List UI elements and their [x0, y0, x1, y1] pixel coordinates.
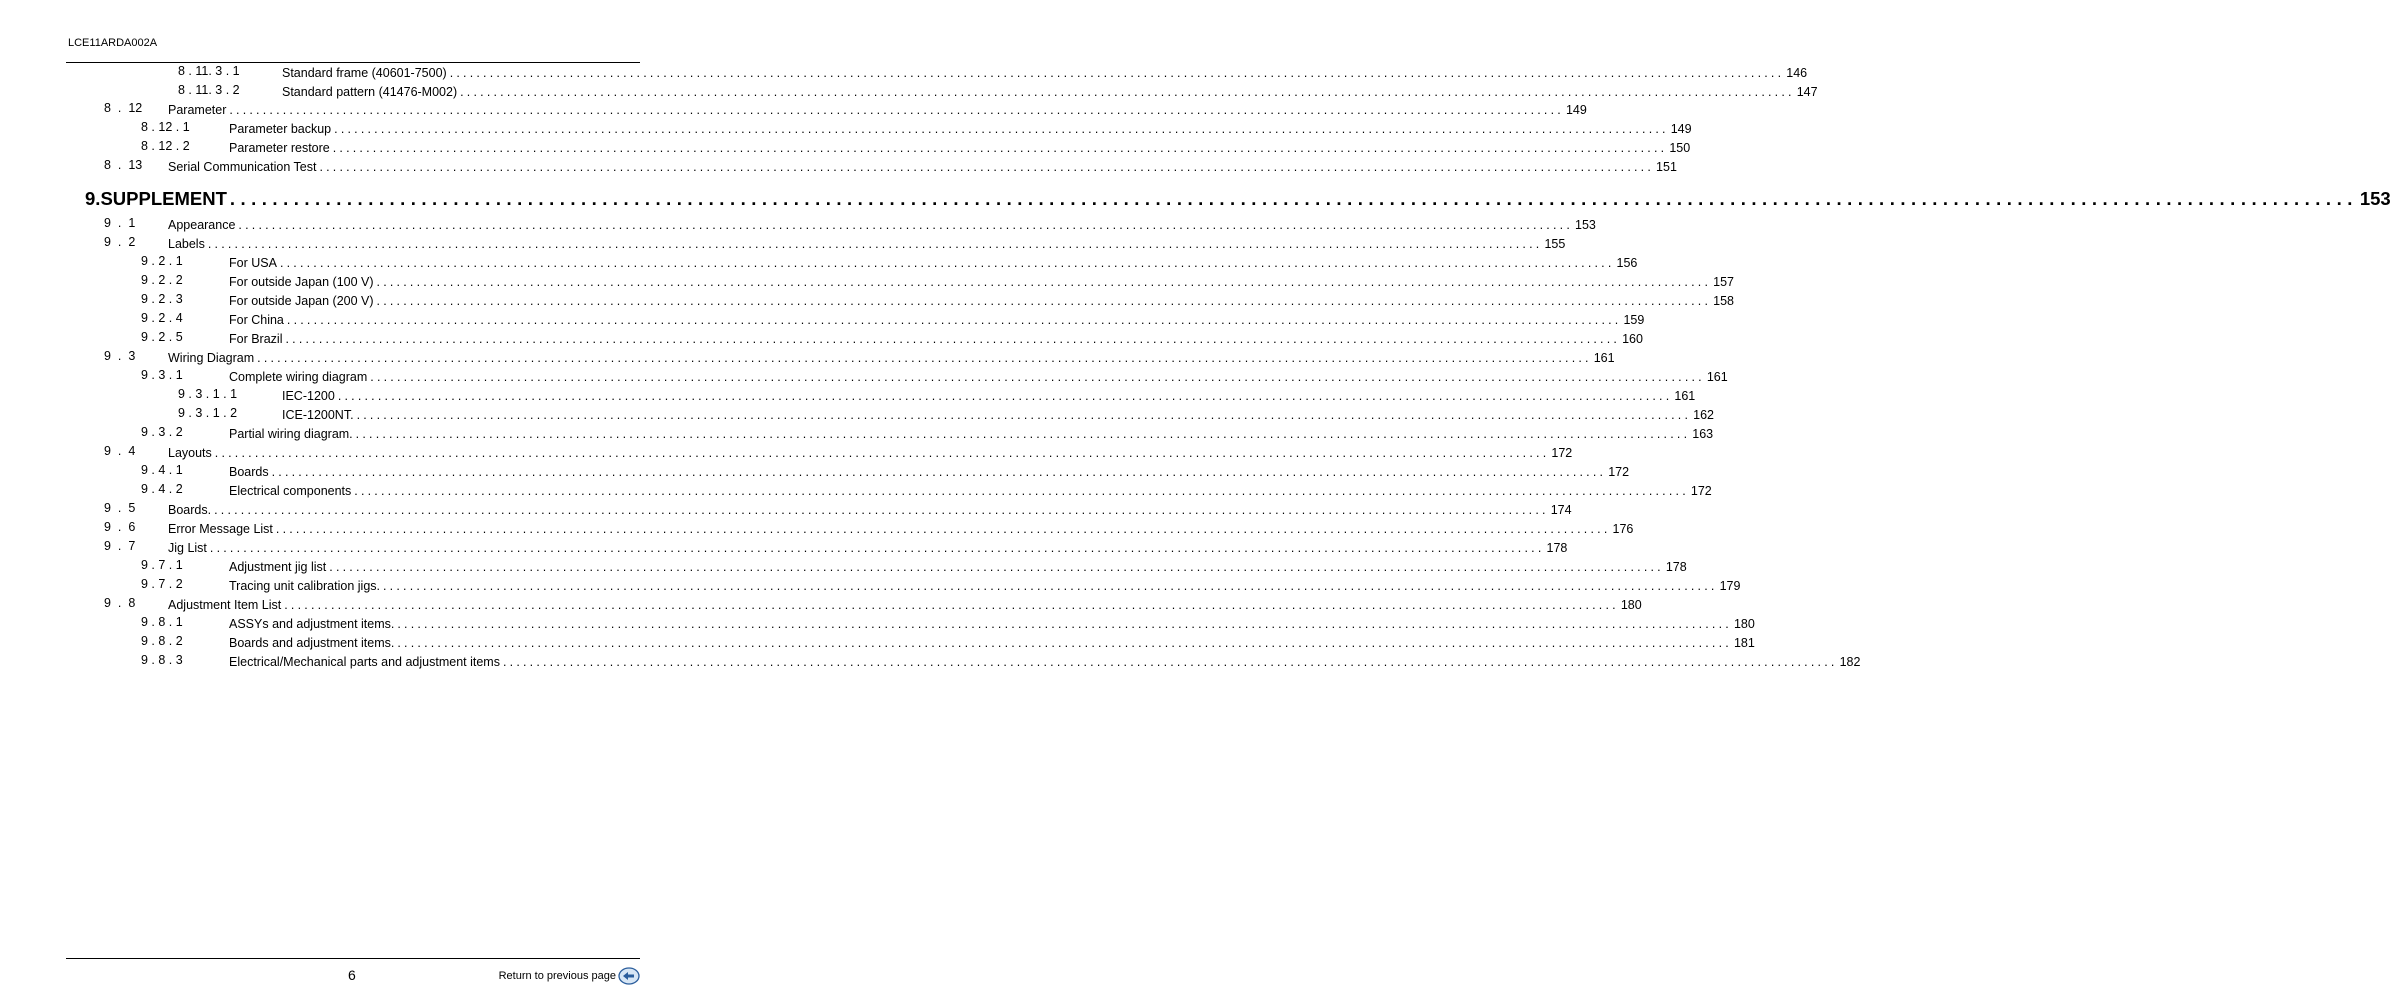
toc-page-number: 149: [1565, 103, 1587, 117]
toc-section-number: 9 . 4 . 2: [141, 482, 183, 496]
toc-page-number: 181: [1733, 636, 1755, 650]
toc-entry-title: Jig List: [168, 541, 207, 555]
toc-page-number: 161: [1593, 351, 1615, 365]
toc-entry[interactable]: [168, 232, 1566, 251]
toc-page-number: 147: [1796, 85, 1818, 99]
toc-entry-title: Electrical/Mechanical parts and adjustment items: [229, 655, 500, 669]
toc-entry[interactable]: [229, 460, 1630, 479]
toc-section-number: 8 . 12 . 1: [141, 120, 190, 134]
toc-entry-title: Labels: [168, 237, 205, 251]
dot-leader: ........................................................................................................................................................................................................: [334, 122, 1669, 136]
toc-page-number: 176: [1612, 522, 1634, 536]
toc-entry-title: For outside Japan (200 V): [229, 294, 374, 308]
toc-page-number: 161: [1674, 389, 1696, 403]
toc-section-number: 9 . 5: [104, 501, 136, 515]
toc-entry-title: Layouts: [168, 446, 212, 460]
toc-entry[interactable]: [229, 479, 1712, 498]
dot-leader: ........................................................................................................................................................................................................: [449, 66, 1785, 80]
dot-leader: ........................................................................................................................................................................................................: [397, 636, 1732, 650]
toc-section-number: 9 . 4 . 1: [141, 463, 183, 477]
dot-leader: ........................................................................................................................................................................................................: [209, 541, 1545, 555]
toc-entry[interactable]: [229, 308, 1645, 327]
toc-section-number: 9 . 7 . 2: [141, 577, 183, 591]
toc-section-number: 9 . 3: [104, 349, 136, 363]
dot-leader: ........................................................................................................................................................................................................: [356, 408, 1692, 422]
toc-page-number: 160: [1622, 332, 1643, 346]
toc-section-number: 8 . 12 . 2: [141, 139, 190, 153]
toc-page-number: 172: [1690, 484, 1712, 498]
return-to-previous-page-link[interactable]: [499, 967, 640, 985]
toc-page-number: 146: [1786, 66, 1808, 80]
toc-chapter-title: SUPPLEMENT: [100, 188, 227, 209]
dot-leader: ........................................................................................................................................................................................................: [229, 188, 2358, 209]
toc-entry[interactable]: [229, 289, 1734, 308]
dot-leader: ........................................................................................................................................................................................................: [332, 141, 1668, 155]
toc-entry[interactable]: [282, 384, 1696, 403]
toc-entry-title: Serial Communication Test: [168, 160, 317, 174]
dot-leader: ........................................................................................................................................................................................................: [460, 85, 1795, 99]
toc-entry-title: Standard pattern (41476-M002): [282, 85, 458, 99]
dot-leader: ........................................................................................................................................................................................................: [257, 351, 1592, 365]
toc-entry-chapter[interactable]: [85, 184, 2391, 210]
toc-page-number: 172: [1608, 465, 1630, 479]
toc-entry-title: Parameter: [168, 103, 227, 117]
dot-leader: ........................................................................................................................................................................................................: [279, 256, 1615, 270]
toc-section-number: 9 . 4: [104, 444, 136, 458]
toc-section-number: 9 . 3 . 1 . 2: [178, 406, 238, 420]
toc-entry[interactable]: [229, 631, 1755, 650]
toc-entry-title: Boards and adjustment items.: [229, 636, 395, 650]
toc-page-number: 151: [1656, 160, 1677, 174]
toc-page-number: 153: [1575, 218, 1596, 232]
toc-section-number: 9 . 3 . 1: [141, 368, 183, 382]
toc-entry-title: Parameter restore: [229, 141, 330, 155]
dot-leader: ........................................................................................................................................................................................................: [207, 237, 1543, 251]
toc-section-number: 9 . 7: [104, 539, 136, 553]
toc-page-number: 155: [1544, 237, 1566, 251]
toc-entry[interactable]: [282, 80, 1818, 99]
toc-entry-title: Error Message List: [168, 522, 273, 536]
toc-entry-title: Standard frame (40601-7500): [282, 66, 447, 80]
toc-page-number: 180: [1620, 598, 1642, 612]
toc-entry-title: Complete wiring diagram: [229, 370, 368, 384]
toc-entry-title: IEC-1200: [282, 389, 335, 403]
toc-entry-title: Parameter backup: [229, 122, 332, 136]
toc-entry[interactable]: [282, 61, 1808, 80]
dot-leader: ........................................................................................................................................................................................................: [355, 427, 1691, 441]
toc-entry[interactable]: [229, 612, 1755, 631]
dot-leader: ........................................................................................................................................................................................................: [376, 294, 1712, 308]
back-arrow-icon: [618, 967, 640, 985]
toc-entry-title: For China: [229, 313, 284, 327]
dot-leader: ........................................................................................................................................................................................................: [275, 522, 1611, 536]
toc-section-number: 8 . 11. 3 . 2: [178, 83, 240, 97]
toc-section-number: 9 . 2 . 2: [141, 273, 183, 287]
toc-section-number: 9 . 8 . 2: [141, 634, 183, 648]
toc-entry[interactable]: [168, 593, 1642, 612]
toc-entry-title: Partial wiring diagram.: [229, 427, 353, 441]
toc-section-number: 9 . 3 . 2: [141, 425, 183, 439]
toc-entry[interactable]: [229, 270, 1734, 289]
toc-page-number: 182: [1839, 655, 1861, 669]
toc-section-number: 8 . 11. 3 . 1: [178, 64, 240, 78]
toc-entry[interactable]: [229, 555, 1687, 574]
dot-leader: ........................................................................................................................................................................................................: [502, 655, 1838, 669]
dot-leader: ........................................................................................................................................................................................................: [229, 103, 1564, 117]
toc-page-number: 153: [2359, 188, 2391, 209]
toc-entry[interactable]: [168, 98, 1587, 117]
toc-page-number: 157: [1713, 275, 1734, 289]
dot-leader: ........................................................................................................................................................................................................: [376, 275, 1712, 289]
toc-page-number: 159: [1623, 313, 1645, 327]
dot-leader: ........................................................................................................................................................................................................: [397, 617, 1732, 631]
page-number: 6: [348, 967, 356, 983]
toc-entry[interactable]: [168, 536, 1568, 555]
dot-leader: ........................................................................................................................................................................................................: [337, 389, 1673, 403]
dot-leader: ........................................................................................................................................................................................................: [319, 160, 1655, 174]
toc-entry[interactable]: [229, 117, 1692, 136]
toc-page-number: 163: [1692, 427, 1714, 441]
footer-rule: [66, 958, 640, 959]
toc-section-number: 9 . 3 . 1 . 1: [178, 387, 238, 401]
toc-entry[interactable]: [229, 574, 1741, 593]
toc-section-number: 9 . 2 . 3: [141, 292, 183, 306]
toc-section-number: 9 . 8 . 1: [141, 615, 183, 629]
toc-entry[interactable]: [229, 365, 1728, 384]
toc-page-number: 158: [1713, 294, 1734, 308]
dot-leader: ........................................................................................................................................................................................................: [285, 332, 1621, 346]
dot-leader: ........................................................................................................................................................................................................: [354, 484, 1689, 498]
toc-section-number: 9 . 2 . 1: [141, 254, 183, 268]
toc-entry-title: Tracing unit calibration jigs.: [229, 579, 380, 593]
toc-section-number: 9 . 2: [104, 235, 136, 249]
toc-page-number: 162: [1693, 408, 1715, 422]
toc-section-number: 9 . 1: [104, 216, 136, 230]
dot-leader: ........................................................................................................................................................................................................: [214, 446, 1550, 460]
toc-entry[interactable]: [229, 136, 1691, 155]
toc-page-number: 180: [1733, 617, 1755, 631]
toc-entry[interactable]: [168, 155, 1677, 174]
toc-section-number: 9 . 7 . 1: [141, 558, 183, 572]
toc-entry[interactable]: [168, 498, 1572, 517]
toc-entry[interactable]: [229, 650, 1861, 669]
toc-entry-title: Adjustment jig list: [229, 560, 327, 574]
dot-leader: ........................................................................................................................................................................................................: [214, 503, 1549, 517]
toc-entry-title: Appearance: [168, 218, 236, 232]
dot-leader: ........................................................................................................................................................................................................: [271, 465, 1607, 479]
toc-entry-title: Boards.: [168, 503, 212, 517]
toc-entry[interactable]: [168, 441, 1573, 460]
toc-entry[interactable]: [282, 403, 1715, 422]
toc-entry-title: Adjustment Item List: [168, 598, 282, 612]
toc-entry[interactable]: [229, 422, 1714, 441]
toc-chapter-number: 9.: [85, 188, 101, 209]
toc-entry-title: ASSYs and adjustment items.: [229, 617, 395, 631]
toc-section-number: 8 . 13: [104, 158, 143, 172]
toc-entry[interactable]: [229, 327, 1643, 346]
toc-page-number: 149: [1670, 122, 1692, 136]
toc-page-number: 172: [1551, 446, 1573, 460]
toc-entry-title: ICE-1200NT.: [282, 408, 354, 422]
dot-leader: ........................................................................................................................................................................................................: [284, 598, 1619, 612]
dot-leader: ........................................................................................................................................................................................................: [286, 313, 1622, 327]
toc-page-number: 178: [1665, 560, 1687, 574]
document-id: LCE11ARDA002A: [68, 37, 158, 49]
toc-entry-title: For Brazil: [229, 332, 283, 346]
toc-page-number: 178: [1546, 541, 1568, 555]
toc-page-number: 161: [1706, 370, 1728, 384]
toc-page-number: 179: [1719, 579, 1741, 593]
dot-leader: ........................................................................................................................................................................................................: [329, 560, 1664, 574]
toc-section-number: 9 . 2 . 5: [141, 330, 183, 344]
dot-leader: ........................................................................................................................................................................................................: [383, 579, 1718, 593]
toc-page-number: 156: [1616, 256, 1638, 270]
toc-page-number: 150: [1669, 141, 1691, 155]
toc-entry-title: For USA: [229, 256, 277, 270]
toc-entry-title: Boards: [229, 465, 269, 479]
return-label: Return to previous page: [498, 970, 616, 982]
toc-section-number: 8 . 12: [104, 101, 143, 115]
toc-entry[interactable]: [168, 517, 1634, 536]
toc-section-number: 9 . 6: [104, 520, 136, 534]
toc-entry[interactable]: [168, 346, 1615, 365]
toc-entry-title: For outside Japan (100 V): [229, 275, 374, 289]
toc-entry[interactable]: [229, 251, 1638, 270]
toc-entry-title: Wiring Diagram: [168, 351, 255, 365]
dot-leader: ........................................................................................................................................................................................................: [370, 370, 1705, 384]
toc-entry-title: Electrical components: [229, 484, 352, 498]
toc-entry[interactable]: [168, 213, 1596, 232]
toc-section-number: 9 . 2 . 4: [141, 311, 183, 325]
toc-section-number: 9 . 8 . 3: [141, 653, 183, 667]
dot-leader: ........................................................................................................................................................................................................: [238, 218, 1574, 232]
toc-section-number: 9 . 8: [104, 596, 136, 610]
toc-page-number: 174: [1550, 503, 1572, 517]
